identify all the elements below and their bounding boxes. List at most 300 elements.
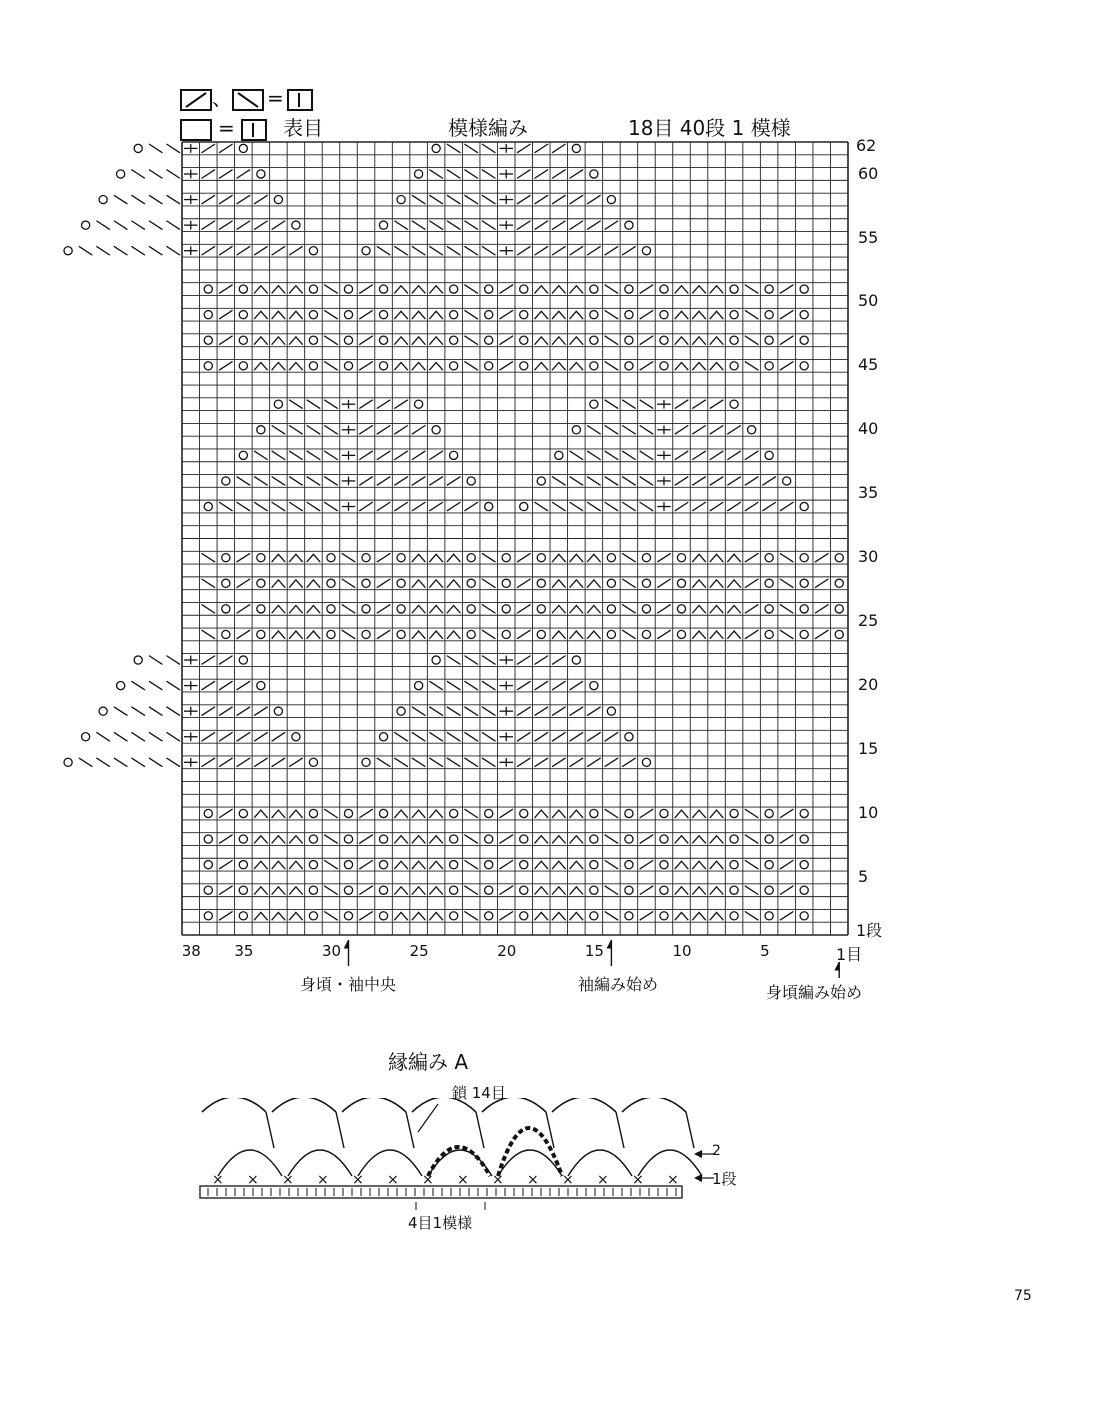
ssk-icon [605, 451, 619, 460]
k2tog-icon [552, 707, 566, 716]
decrease-icon [272, 554, 286, 562]
yarn-over-icon [397, 195, 405, 203]
yarn-over-icon [450, 861, 458, 869]
yarn-over-icon [397, 554, 405, 562]
yarn-over-icon [502, 630, 510, 638]
k2tog-icon [272, 758, 286, 767]
ssk-icon [149, 144, 163, 153]
single-crochet-icon: × [352, 1172, 364, 1188]
ssk-icon [377, 758, 391, 767]
k2tog-icon [202, 195, 216, 204]
k2tog-icon [394, 425, 408, 434]
ssk-icon [307, 451, 321, 460]
ssk-icon [780, 553, 794, 562]
k2tog-icon [412, 502, 426, 511]
k2tog-icon [587, 758, 601, 767]
ssk-icon [131, 195, 145, 204]
yarn-over-icon [590, 170, 598, 178]
yarn-over-icon [204, 362, 212, 370]
decrease-icon [710, 554, 724, 562]
decrease-icon [307, 580, 321, 588]
ssk-icon [464, 285, 478, 294]
yarn-over-icon [800, 809, 808, 817]
ssk-icon [464, 195, 478, 204]
decrease-icon [272, 311, 286, 319]
yarn-over-icon [800, 861, 808, 869]
yarn-over-icon [485, 336, 493, 344]
legend-eq-1: = [267, 86, 284, 110]
edge-repeat-label: 4目1模様 [408, 1214, 473, 1232]
yarn-over-icon [239, 809, 247, 817]
outer-chain-arc-icon [202, 1098, 266, 1112]
k2tog-icon [745, 604, 759, 613]
yarn-over-icon [99, 707, 107, 715]
yarn-over-icon [485, 861, 493, 869]
ssk-icon [114, 246, 128, 255]
k2tog-icon [359, 809, 373, 818]
yarn-over-icon [309, 362, 317, 370]
k2tog-icon [657, 579, 671, 588]
ssk-icon [149, 758, 163, 767]
decrease-icon [570, 887, 584, 895]
yarn-over-icon [344, 809, 352, 817]
ssk-icon [605, 886, 619, 895]
k2tog-icon [552, 656, 566, 665]
k2tog-icon [219, 285, 233, 294]
ssk-icon [166, 707, 180, 716]
ssk-icon [605, 310, 619, 319]
yarn-over-icon [800, 886, 808, 894]
k2tog-icon [780, 860, 794, 869]
k2tog-icon [254, 246, 268, 255]
chain-label: 鎖 14目 [452, 1084, 506, 1102]
ssk-icon [464, 707, 478, 716]
k2tog-icon [254, 221, 268, 230]
decrease-icon [429, 836, 443, 844]
k2tog-icon [675, 477, 689, 486]
column-label: 25 [409, 942, 429, 960]
yarn-over-icon [607, 630, 615, 638]
k2tog-icon [552, 758, 566, 767]
k2tog-icon [745, 579, 759, 588]
ssk-icon [324, 425, 338, 434]
k2tog-icon [780, 361, 794, 370]
ssk-icon [482, 246, 496, 255]
k2tog-icon [499, 310, 513, 319]
k2tog-icon [780, 310, 794, 319]
k2tog-icon [535, 732, 549, 741]
ssk-icon [149, 707, 163, 716]
yarn-over-icon [642, 554, 650, 562]
k2tog-icon [499, 911, 513, 920]
decrease-icon [587, 580, 601, 588]
decrease-icon [394, 810, 408, 818]
k2tog-icon [272, 221, 286, 230]
ssk-icon [605, 400, 619, 409]
ssk-icon [464, 221, 478, 230]
row-label: 35 [858, 483, 879, 503]
ssk-icon [622, 400, 636, 409]
outer-chain-arc-icon [622, 1098, 686, 1112]
decrease-icon [254, 836, 268, 844]
yarn-over-icon [309, 311, 317, 319]
ssk-icon [254, 451, 268, 460]
outer-chain-arc-icon [412, 1098, 476, 1112]
decrease-icon [727, 554, 741, 562]
ssk-icon [272, 451, 286, 460]
yarn-over-icon [274, 400, 282, 408]
yarn-over-icon [239, 362, 247, 370]
ssk-icon [394, 732, 408, 741]
k2tog-icon [202, 246, 216, 255]
yarn-over-icon [204, 502, 212, 510]
decrease-icon [429, 286, 443, 294]
yarn-over-icon [625, 912, 633, 920]
decrease-icon [447, 605, 461, 613]
ssk-icon [166, 246, 180, 255]
ssk-icon [570, 502, 584, 511]
yarn-over-icon [397, 579, 405, 587]
k2tog-icon [815, 553, 829, 562]
yarn-over-icon [485, 835, 493, 843]
k2tog-icon [692, 477, 706, 486]
yarn-over-icon [835, 554, 843, 562]
decrease-icon [272, 810, 286, 818]
ssk-icon [114, 195, 128, 204]
decrease-icon [412, 311, 426, 319]
k2tog-icon [517, 732, 531, 741]
ssk-icon [131, 246, 145, 255]
yarn-over-icon [257, 630, 265, 638]
k2tog-icon [219, 809, 233, 818]
yarn-over-icon [450, 809, 458, 817]
decrease-icon [570, 286, 584, 294]
decrease-icon [289, 337, 303, 345]
decrease-icon [675, 337, 689, 345]
yarn-over-icon [450, 886, 458, 894]
k2tog-icon [640, 835, 654, 844]
ssk-icon [745, 310, 759, 319]
decrease-icon [289, 836, 303, 844]
ssk-icon [412, 707, 426, 716]
ssk-icon [622, 579, 636, 588]
ssk-icon [605, 860, 619, 869]
decrease-icon [254, 286, 268, 294]
decrease-icon [692, 337, 706, 345]
decrease-icon [272, 337, 286, 345]
decrease-icon [394, 912, 408, 920]
ssk-icon [622, 502, 636, 511]
decrease-icon [535, 311, 549, 319]
decrease-icon [675, 362, 689, 370]
ssk-icon [745, 361, 759, 370]
edge-row-2-label: 2 [712, 1143, 721, 1159]
legend-separator: 、 [212, 86, 232, 110]
k2tog-icon [254, 758, 268, 767]
ssk-icon [412, 221, 426, 230]
pattern-repeat: 18目 40段 1 模様 [628, 116, 791, 140]
k2tog-icon [552, 246, 566, 255]
yarn-over-icon [607, 707, 615, 715]
ssk-icon [324, 502, 338, 511]
ssk-icon [622, 553, 636, 562]
k2tog-icon [219, 707, 233, 716]
ssk-icon [622, 604, 636, 613]
yarn-over-icon [204, 809, 212, 817]
yarn-over-icon [800, 336, 808, 344]
k2tog-icon [237, 553, 251, 562]
ssk-icon [587, 425, 601, 434]
yarn-over-icon [520, 311, 528, 319]
decrease-icon [570, 836, 584, 844]
yarn-over-icon [800, 912, 808, 920]
decrease-icon [412, 605, 426, 613]
ssk-icon [482, 707, 496, 716]
k2tog-icon [552, 195, 566, 204]
outer-chain-arc-icon [482, 1098, 546, 1112]
k2tog-icon [219, 860, 233, 869]
yarn-over-icon [379, 336, 387, 344]
k2tog-icon [377, 502, 391, 511]
k2tog-icon [727, 502, 741, 511]
yarn-over-icon [642, 579, 650, 587]
yarn-over-icon [239, 336, 247, 344]
ssk-icon [96, 732, 110, 741]
yarn-over-icon [625, 336, 633, 344]
decrease-icon [710, 631, 724, 639]
column-label: 20 [497, 942, 517, 960]
yarn-over-icon [117, 170, 125, 178]
ssk-icon [131, 170, 145, 179]
k2tog-icon [762, 477, 776, 486]
decrease-icon [289, 362, 303, 370]
body-start-label: 身頃編み始め [766, 983, 863, 1002]
decrease-icon [710, 810, 724, 818]
k2tog-icon [289, 246, 303, 255]
yarn-over-icon [660, 835, 668, 843]
row-label: 30 [858, 547, 879, 567]
decrease-icon [272, 836, 286, 844]
yarn-over-icon [520, 912, 528, 920]
ssk-icon [464, 886, 478, 895]
k2tog-icon [605, 221, 619, 230]
k2tog-icon [517, 604, 531, 613]
yarn-over-icon [379, 809, 387, 817]
row-label: 20 [858, 675, 879, 695]
yarn-over-icon [239, 835, 247, 843]
decrease-icon [394, 286, 408, 294]
decrease-icon [727, 580, 741, 588]
ssk-icon [464, 310, 478, 319]
k2tog-icon [499, 336, 513, 345]
ssk-icon [219, 502, 233, 511]
k2tog-icon [710, 400, 724, 409]
decrease-icon [552, 311, 566, 319]
k2tog-icon [219, 170, 233, 179]
yarn-over-icon [450, 336, 458, 344]
k2tog-icon [237, 579, 251, 588]
decrease-icon [412, 337, 426, 345]
decrease-icon [535, 337, 549, 345]
column-label: 5 [760, 942, 770, 960]
yarn-over-icon [362, 758, 370, 766]
yarn-over-icon [485, 362, 493, 370]
decrease-icon [535, 286, 549, 294]
yarn-over-icon [344, 285, 352, 293]
ssk-icon [202, 553, 216, 562]
ssk-icon [482, 144, 496, 153]
k2tog-icon [202, 170, 216, 179]
decrease-icon [535, 861, 549, 869]
ssk-icon [535, 502, 549, 511]
k2tog-icon [412, 425, 426, 434]
yarn-over-icon [748, 426, 756, 434]
yarn-over-icon [344, 835, 352, 843]
row-label: 55 [858, 227, 879, 247]
k2tog-icon [640, 336, 654, 345]
decrease-icon [447, 631, 461, 639]
ssk-icon [114, 732, 128, 741]
ssk-icon [464, 809, 478, 818]
k2tog-icon [517, 553, 531, 562]
ssk-icon [482, 579, 496, 588]
decrease-icon [710, 861, 724, 869]
decrease-icon [675, 311, 689, 319]
decrease-icon [710, 912, 724, 920]
k2tog-icon [535, 758, 549, 767]
k2tog-icon [219, 310, 233, 319]
decrease-icon [394, 311, 408, 319]
k2tog-icon [692, 502, 706, 511]
decrease-icon [675, 836, 689, 844]
ssk-icon [114, 758, 128, 767]
k2tog-icon [377, 630, 391, 639]
ssk-icon [412, 758, 426, 767]
ssk-icon [482, 604, 496, 613]
ssk-icon [587, 477, 601, 486]
k2tog-icon [517, 170, 531, 179]
k2tog-icon [377, 604, 391, 613]
decrease-icon [412, 554, 426, 562]
yarn-over-icon [520, 835, 528, 843]
row-label: 50 [858, 291, 879, 311]
decrease-icon [710, 337, 724, 345]
k2tog-icon [640, 310, 654, 319]
k2tog-icon [429, 477, 443, 486]
yarn-over-icon [730, 362, 738, 370]
row-label: 25 [858, 611, 879, 631]
decrease-icon [727, 605, 741, 613]
row-label: 15 [858, 739, 879, 759]
yarn-over-icon [379, 311, 387, 319]
ssk-icon [429, 170, 443, 179]
yarn-over-icon [520, 502, 528, 510]
decrease-icon [535, 836, 549, 844]
ssk-icon [587, 451, 601, 460]
k2tog-icon [640, 809, 654, 818]
yarn-over-icon [590, 886, 598, 894]
decrease-icon [570, 580, 584, 588]
edge-row-1-label: 1段 [712, 1170, 737, 1188]
k2tog-icon [394, 477, 408, 486]
outer-chain-arc-icon [552, 1098, 616, 1112]
ssk-icon [79, 758, 93, 767]
ssk-icon [587, 502, 601, 511]
ssk-icon [745, 285, 759, 294]
decrease-icon [535, 887, 549, 895]
decrease-icon [272, 861, 286, 869]
ssk-icon [96, 246, 110, 255]
column-label: 30 [321, 942, 342, 960]
k2tog-icon [535, 656, 549, 665]
ssk-icon [342, 579, 356, 588]
ssk-icon [780, 630, 794, 639]
k2tog-icon [692, 451, 706, 460]
yarn-over-icon [642, 247, 650, 255]
yarn-over-icon [537, 477, 545, 485]
k2tog-icon [237, 195, 251, 204]
yarn-over-icon [467, 605, 475, 613]
outer-chain-arc-icon [272, 1098, 336, 1112]
ssk-icon [605, 425, 619, 434]
knit-stitch-label: 表目 [283, 116, 324, 140]
ssk-icon [131, 707, 145, 716]
yarn-over-icon [415, 400, 423, 408]
k2tog-icon [377, 579, 391, 588]
decrease-icon [289, 810, 303, 818]
k2tog-icon [394, 451, 408, 460]
yarn-over-icon [520, 362, 528, 370]
yarn-over-icon [379, 886, 387, 894]
k2tog-icon [237, 604, 251, 613]
k2tog-icon [657, 604, 671, 613]
k2tog-icon [237, 246, 251, 255]
legend-eq-2: = [218, 116, 235, 140]
decrease-icon [412, 861, 426, 869]
k2tog-icon [219, 886, 233, 895]
decrease-icon [570, 337, 584, 345]
decrease-icon [692, 810, 706, 818]
yarn-over-icon [239, 656, 247, 664]
single-crochet-icon: × [247, 1172, 259, 1188]
k2tog-icon [692, 425, 706, 434]
k2tog-icon [359, 285, 373, 294]
yarn-over-icon [607, 554, 615, 562]
single-crochet-icon: × [632, 1172, 644, 1188]
k2tog-icon [535, 246, 549, 255]
yarn-over-icon [607, 605, 615, 613]
ssk-icon [570, 451, 584, 460]
yarn-over-icon [485, 886, 493, 894]
k2tog-icon [499, 835, 513, 844]
ssk-icon [289, 400, 303, 409]
ssk-icon [307, 400, 321, 409]
k2tog-icon [359, 310, 373, 319]
yarn-over-icon [450, 835, 458, 843]
decrease-icon [429, 810, 443, 818]
k2tog-icon [377, 425, 391, 434]
yarn-over-icon [467, 630, 475, 638]
yarn-over-icon [257, 426, 265, 434]
yarn-over-icon [274, 195, 282, 203]
ssk-icon [324, 336, 338, 345]
yarn-over-icon [344, 861, 352, 869]
yarn-over-icon [309, 285, 317, 293]
ssk-icon [131, 681, 145, 690]
decrease-icon [710, 362, 724, 370]
decrease-icon [675, 887, 689, 895]
k2tog-icon [675, 400, 689, 409]
